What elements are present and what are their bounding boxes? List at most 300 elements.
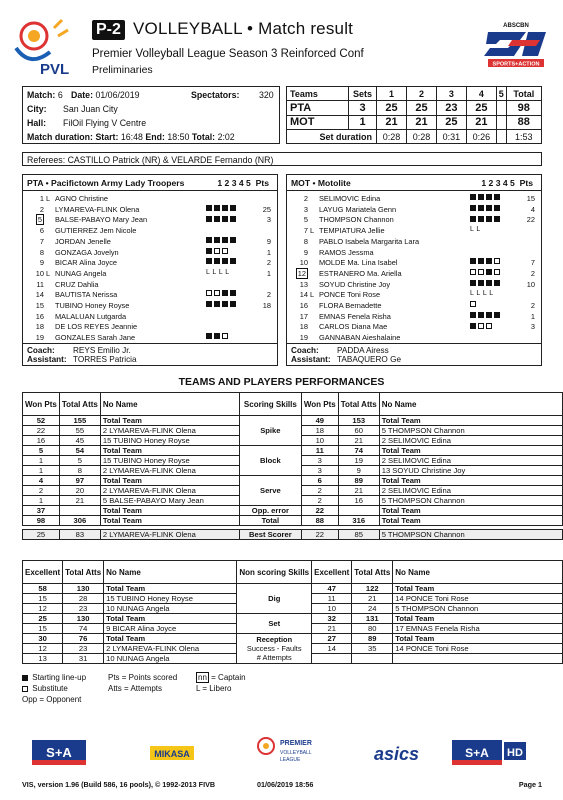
player-row [23,322,277,331]
end-time: 18:50 [167,132,190,142]
player-number: 3 [303,204,308,214]
svg-text:MIKASA: MIKASA [154,749,190,759]
table-cell: 85 [338,530,379,540]
table-cell: 2 SELIMOVIC Edina [379,486,562,496]
table-cell: 47 [312,584,352,594]
table-cell: 22 [301,506,338,516]
city: San Juan City [63,104,118,114]
table-cell: 5 BALSE-PABAYO Mary Jean [100,496,239,506]
table-cell: 21 [312,624,352,634]
starting-lineup-icon [214,216,220,222]
table-cell: 25 [23,614,63,624]
table-cell: 45 [59,436,100,446]
player-row [23,290,277,299]
table-cell: 15 TUBINO Honey Royse [100,436,239,446]
substitute-icon [214,248,220,254]
set-participation [206,301,238,308]
table-cell: 54 [59,446,100,456]
table-cell: 6 [301,476,338,486]
player-points: 2 [266,258,271,268]
starting-lineup-icon [486,205,492,211]
table-cell: 2 [301,486,338,496]
player-row [287,226,541,235]
starting-lineup-icon [470,194,476,200]
table-cell: 10 NUNAG Angela [104,604,237,614]
player-points: 2 [530,268,535,278]
table-cell: 122 [352,584,393,594]
substitute-icon [214,290,220,296]
home-team-box: PTA • Pacifictown Army Lady Troopers 1 2 3 4 5 Pts 1 L AGNO Christine 2 LYMAREVA-FLINK Olena 25 5 BALSE-PABAYO Mary Jean 3 6 GUTIERREZ Jem Nicole 7 JORDAN Jenelle 9 8 GONZAGA Jovelyn 1 9 BICAR Alina Joyce 2 10 L NUNAG Angela LLLL 1 11 CRUZ Dahlia 14 BAUTISTA Nerissa 2 15 TUBINO Honey Royse 18 16 MALALUAN Lutgarda 18 DE LOS REYES Jeannie 19 GONZALES Sarah Jane Coach: REYS Emilio Jr. Assistant: TORRES Patricia [22,174,278,366]
table-cell: 2 LYMAREVA-FLINK Olena [104,644,237,654]
player-number: 7 [39,236,44,246]
table-cell: 19 [338,456,379,466]
starting-lineup-icon [486,269,492,275]
skill-label: Block [239,446,301,476]
starting-lineup-icon [478,258,484,264]
score-table: Teams Sets 1 2 3 4 5 Total PTA 3 25 25 23 25 98 MOT 1 21 21 25 21 88 Set duration 0:28 0:28 0:31 0:26 1:53 [286,86,542,144]
table-cell: 2 SELIMOVIC Edina [379,436,562,446]
libero-mark: L [310,290,315,300]
player-row [23,194,277,203]
table-cell: 2 LYMAREVA-FLINK Olena [100,466,239,476]
table-cell: 4 [23,476,60,486]
starting-lineup-icon [214,258,220,264]
away-team-box: MOT • Motolite 1 2 3 4 5 Pts 2 SELIMOVIC Edina 15 3 LAYUG Mariatela Genn 4 5 THOMPSON Channon 22 7 L TEMPIATURA Jellie LL 8 PABLO Isabela Margarita Lara 9 RAMOS Jessma 10 MOLDE Ma. Lina Isabel 7 12 ESTRANERO Ma. Ariella 2 13 SOYUD Christine Joy 10 14 L PONCE Toni Rose LLLL 16 FLORA Bernadette 2 17 EMNAS Fenela Risha 1 18 CARLOS Diana Mae 3 19 GANNABAN Aieshalaine Coach: PADDA Airess Assistant: TABAQUERO Ge [286,174,542,366]
table-cell: Total Team [100,506,239,516]
table-cell: 5 THOMPSON Channon [393,604,563,614]
table-cell: 16 [338,496,379,506]
skill-label: Set [237,614,312,634]
set-duration-row: Set duration 0:28 0:28 0:31 0:26 1:53 [287,129,542,143]
table-row [23,584,563,594]
svg-text:VOLLEYBALL: VOLLEYBALL [280,750,312,756]
starting-lineup-icon [222,301,228,307]
player-row [287,248,541,257]
table-cell: 16 [23,436,60,446]
player-number: 6 [39,226,44,236]
table-cell: 22 [301,530,338,540]
starting-lineup-icon [230,290,236,296]
libero-set-mark: L [482,290,489,298]
table-cell: 130 [63,614,104,624]
starting-lineup-icon [222,290,228,296]
table-cell: 2 LYMAREVA-FLINK Olena [100,530,239,540]
libero-set-mark: L [476,290,482,298]
header-cell: No Name [100,393,239,416]
table-cell: 2 [301,496,338,506]
table-cell: 15 TUBINO Honey Royse [104,594,237,604]
header-cell: Scoring Skills [239,393,301,416]
player-row [23,205,277,214]
footer-page: Page 1 [518,780,542,789]
libero-set-mark: L [225,268,231,276]
header-cell: Excellent [312,561,352,584]
starting-lineup-icon [230,205,236,211]
table-cell: 24 [352,604,393,614]
footer [22,780,542,789]
match-info-box [22,86,280,144]
table-cell: 49 [301,416,338,426]
table-cell: 1 [23,456,60,466]
table-cell: 20 [59,486,100,496]
player-points: 18 [262,301,271,310]
player-points: 3 [530,322,535,332]
table-cell: 25 [23,530,60,540]
starting-lineup-icon [22,675,28,681]
starting-lineup-icon [214,205,220,211]
table-cell: 2 [23,486,60,496]
table-row [23,634,563,644]
player-row [23,280,277,289]
table-cell: Total Team [379,476,562,486]
player-points: 1 [266,268,271,278]
player-name: RAMOS Jessma [319,247,374,257]
table-cell: Total Team [100,446,239,456]
substitute-icon [206,290,212,296]
table-cell: 11 [301,446,338,456]
match-date: 01/06/2019 [95,90,140,100]
starting-lineup-icon [470,312,476,318]
svg-text:PREMIER: PREMIER [280,740,312,747]
player-number: 19 [35,333,44,343]
header-cell: Non scoring Skills [237,561,312,584]
player-name: SOYUD Christine Joy [319,279,391,289]
libero-set-mark: L [470,290,476,298]
libero-mark: L [310,226,315,236]
phase-name: Preliminaries [92,64,153,76]
substitute-icon [478,269,484,275]
substitute-icon [22,686,28,692]
player-points: 9 [266,236,271,246]
skill-label: Dig [237,584,312,614]
player-row [23,301,277,310]
player-name: TUBINO Honey Royse [55,301,130,310]
svg-text:S+A: S+A [465,746,489,760]
table-cell: 1 [23,466,60,476]
starting-lineup-icon [478,216,484,222]
player-points: 1 [530,311,535,321]
table-cell: 35 [352,644,393,654]
libero-mark: L [46,194,51,203]
player-number: 8 [303,236,308,246]
player-row [287,290,541,299]
player-number: 5 [37,215,42,225]
table-cell: 27 [312,634,352,644]
header-cell: Won Pts [23,393,60,416]
starting-lineup-icon [230,237,236,243]
table-cell: 28 [63,594,104,604]
table-cell: 2 SELIMOVIC Edina [379,456,562,466]
table-cell: Total Team [104,614,237,624]
away-player-list [287,191,541,345]
player-name: BALSE-PABAYO Mary Jean [55,215,148,225]
table-cell: 3 [301,456,338,466]
header-cell: No Name [379,393,562,416]
starting-lineup-icon [486,194,492,200]
table-cell: 316 [338,516,379,526]
match-row: Match: 6 Date: 01/06/2019 Spectators: 320 [27,90,274,100]
player-number: 14 [35,290,44,300]
sponsor-mikasa-logo [150,746,194,760]
player-row [23,269,277,278]
player-name: TEMPIATURA Jellie [319,226,385,236]
table-cell: 22 [23,426,60,436]
table-cell: Total Team [104,584,237,594]
table-cell: 5 THOMPSON Channon [379,496,562,506]
player-row [287,237,541,246]
score-row-home: PTA 3 25 25 23 25 98 [287,101,542,115]
skill-label: Reception Success - Faults # Attempts [237,634,312,664]
table-cell: Total Team [104,634,237,644]
table-cell: 1 [23,496,60,506]
skill-label: Opp. error [239,506,301,516]
player-number: 9 [303,247,308,257]
s2-top-text: ABSCBN [503,23,529,29]
starting-lineup-icon [230,301,236,307]
player-points: 25 [262,204,271,214]
starting-lineup-icon [206,333,212,339]
total-time: 2:02 [217,132,235,142]
table-cell: 55 [59,426,100,436]
player-name: MOLDE Ma. Lina Isabel [319,258,398,268]
set-participation [206,269,232,276]
table-cell: Total Team [379,506,562,516]
table-cell: 21 [338,486,379,496]
player-name: BICAR Alina Joyce [55,258,118,268]
starting-lineup-icon [206,258,212,264]
svg-text:LEAGUE: LEAGUE [280,757,301,763]
player-row [287,258,541,267]
player-row [23,258,277,267]
starting-lineup-icon [494,312,500,318]
player-name: LYMAREVA-FLINK Olena [55,204,140,214]
player-row [23,312,277,321]
player-name: GONZAGA Jovelyn [55,247,119,257]
substitute-icon [494,258,500,264]
player-points: 22 [526,215,535,225]
player-number: 8 [39,247,44,257]
table-cell: 11 [312,594,352,604]
table-cell: 17 EMNAS Fenela Risha [393,624,563,634]
starting-lineup-icon [470,216,476,222]
player-number: 11 [36,279,44,289]
hall-row: Hall: FilOil Flying V Centre [27,118,147,128]
player-points: 1 [266,247,271,257]
set-participation [470,205,502,212]
libero-set-mark: L [476,226,482,234]
starting-lineup-icon [222,258,228,264]
table-cell: 37 [23,506,60,516]
home-team-header: PTA • Pacifictown Army Lady Troopers [27,178,185,188]
table-cell: Total Team [100,476,239,486]
starting-lineup-icon [470,258,476,264]
player-name: DE LOS REYES Jeannie [55,322,138,332]
skill-label: Serve [239,476,301,506]
sponsor-asics-logo [374,744,419,764]
header-cell: Total Atts [59,393,100,416]
starting-lineup-icon [486,258,492,264]
libero-set-mark: L [206,268,212,276]
table-cell: 2 LYMAREVA-FLINK Olena [100,486,239,496]
table-cell: 88 [301,516,338,526]
table-cell: 60 [338,426,379,436]
player-row [23,215,277,224]
substitute-icon [222,333,228,339]
player-points: 10 [526,279,535,289]
starting-lineup-icon [478,280,484,286]
away-assistant: TABAQUERO Ge [337,355,401,364]
table-cell: Total Team [100,516,239,526]
header-cell: Total Atts [352,561,393,584]
starting-lineup-icon [230,216,236,222]
player-row [23,248,277,257]
substitute-icon [470,301,476,307]
set-participation [470,301,478,308]
header-cell: Excellent [23,561,63,584]
table-cell: 14 PONCE Toni Rose [393,594,563,604]
player-row [287,333,541,342]
section-title: TEAMS AND PLAYERS PERFORMANCES [178,376,385,388]
player-number: 5 [303,215,308,225]
table-row [23,476,563,486]
table-cell: 9 [338,466,379,476]
player-row [23,237,277,246]
best-scorer-row [23,530,563,540]
starting-lineup-icon [214,237,220,243]
starting-lineup-icon [206,248,212,254]
table-cell: 58 [23,584,63,594]
table-cell: 23 [63,604,104,614]
player-number: 14 [299,290,308,300]
table-cell: 8 [59,466,100,476]
player-number: 13 [299,279,308,289]
home-coach: REYS Emilio Jr. [73,346,131,355]
starting-lineup-icon [206,301,212,307]
player-row [23,226,277,235]
player-number: 18 [299,322,308,332]
starting-lineup-icon [486,280,492,286]
player-row [23,333,277,342]
player-number: 18 [35,322,44,332]
player-name: ESTRANERO Ma. Ariella [319,268,402,278]
player-name: SELIMOVIC Edina [319,194,381,203]
non-scoring-skills-table [22,560,563,664]
away-team-header: MOT • Motolite [291,178,351,188]
player-row [287,280,541,289]
player-points: 4 [530,204,535,214]
table-cell: Total Team [393,634,563,644]
set-participation [470,280,502,287]
starting-lineup-icon [222,216,228,222]
hall: FilOil Flying V Centre [63,118,147,128]
set-participation [206,215,238,222]
starting-lineup-icon [470,323,476,329]
set-participation [470,194,502,201]
starting-lineup-icon [214,301,220,307]
sponsor-s2hd-logo [452,740,526,765]
player-name: AGNO Christine [55,194,108,203]
set-participation [206,333,230,340]
table-cell: 97 [59,476,100,486]
starting-lineup-icon [486,312,492,318]
starting-lineup-icon [494,216,500,222]
home-assistant: TORRES Patricia [73,355,137,364]
table-cell: 5 THOMPSON Channon [379,530,562,540]
home-player-list [23,191,277,345]
player-name: PABLO Isabela Margarita Lara [319,236,420,246]
spectators: 320 [259,90,274,100]
substitute-icon [478,323,484,329]
player-name: MALALUAN Lutgarda [55,311,127,321]
player-number: 1 [39,194,44,203]
starting-lineup-icon [470,205,476,211]
player-number: 2 [39,204,44,214]
header-cell: Total Atts [63,561,104,584]
table-cell [312,654,352,664]
table-cell: 10 NUNAG Angela [104,654,237,664]
starting-lineup-icon [222,237,228,243]
table-cell: 30 [23,634,63,644]
s-plus-a-logo [482,18,550,68]
header-cell: Total Atts [338,393,379,416]
player-number: 7 [303,226,308,236]
player-name: FLORA Bernadette [319,301,382,310]
table-cell: 130 [63,584,104,594]
starting-lineup-icon [222,205,228,211]
libero-set-mark: L [489,290,495,298]
sponsor-pvl-logo [258,738,312,763]
table-cell: 12 [23,644,63,654]
table-cell: 9 BICAR Alina Joyce [104,624,237,634]
table-cell: 98 [23,516,60,526]
starting-lineup-icon [230,258,236,264]
table-cell: 13 [23,654,63,664]
set-participation [206,258,238,265]
pvl-logo-text: PVL [40,61,70,78]
header-cell: No Name [393,561,563,584]
player-name: PONCE Toni Rose [319,290,381,300]
libero-set-mark: L [218,268,225,276]
player-number: 2 [303,194,308,203]
table-cell: 14 PONCE Toni Rose [393,644,563,654]
footer-date: 01/06/2019 18:56 [257,780,314,789]
form-code: P-2 [92,20,125,40]
table-cell: 306 [59,516,100,526]
set-participation [206,205,238,212]
table-row [23,416,563,426]
table-cell: 13 SOYUD Christine Joy [379,466,562,476]
starting-lineup-icon [486,216,492,222]
player-points: 3 [266,215,271,225]
set-participation [470,312,502,319]
starting-lineup-icon [206,216,212,222]
player-number: 9 [39,258,44,268]
table-cell: 14 [312,644,352,654]
player-row [287,215,541,224]
player-number: 17 [299,311,308,321]
player-name: GANNABAN Aieshalaine [319,333,401,343]
table-cell: Total Team [379,416,562,426]
substitute-icon [486,323,492,329]
player-number: 16 [35,311,44,321]
player-name: BAUTISTA Nerissa [55,290,118,300]
player-name: EMNAS Fenela Risha [319,311,391,321]
s2-sub-text: SPORTS+ACTION [492,61,540,68]
player-name: LAYUG Mariatela Genn [319,204,397,214]
starting-lineup-icon [478,312,484,318]
table-cell: 5 THOMPSON Channon [379,426,562,436]
page-title: VOLLEYBALL • Match result [133,19,354,38]
